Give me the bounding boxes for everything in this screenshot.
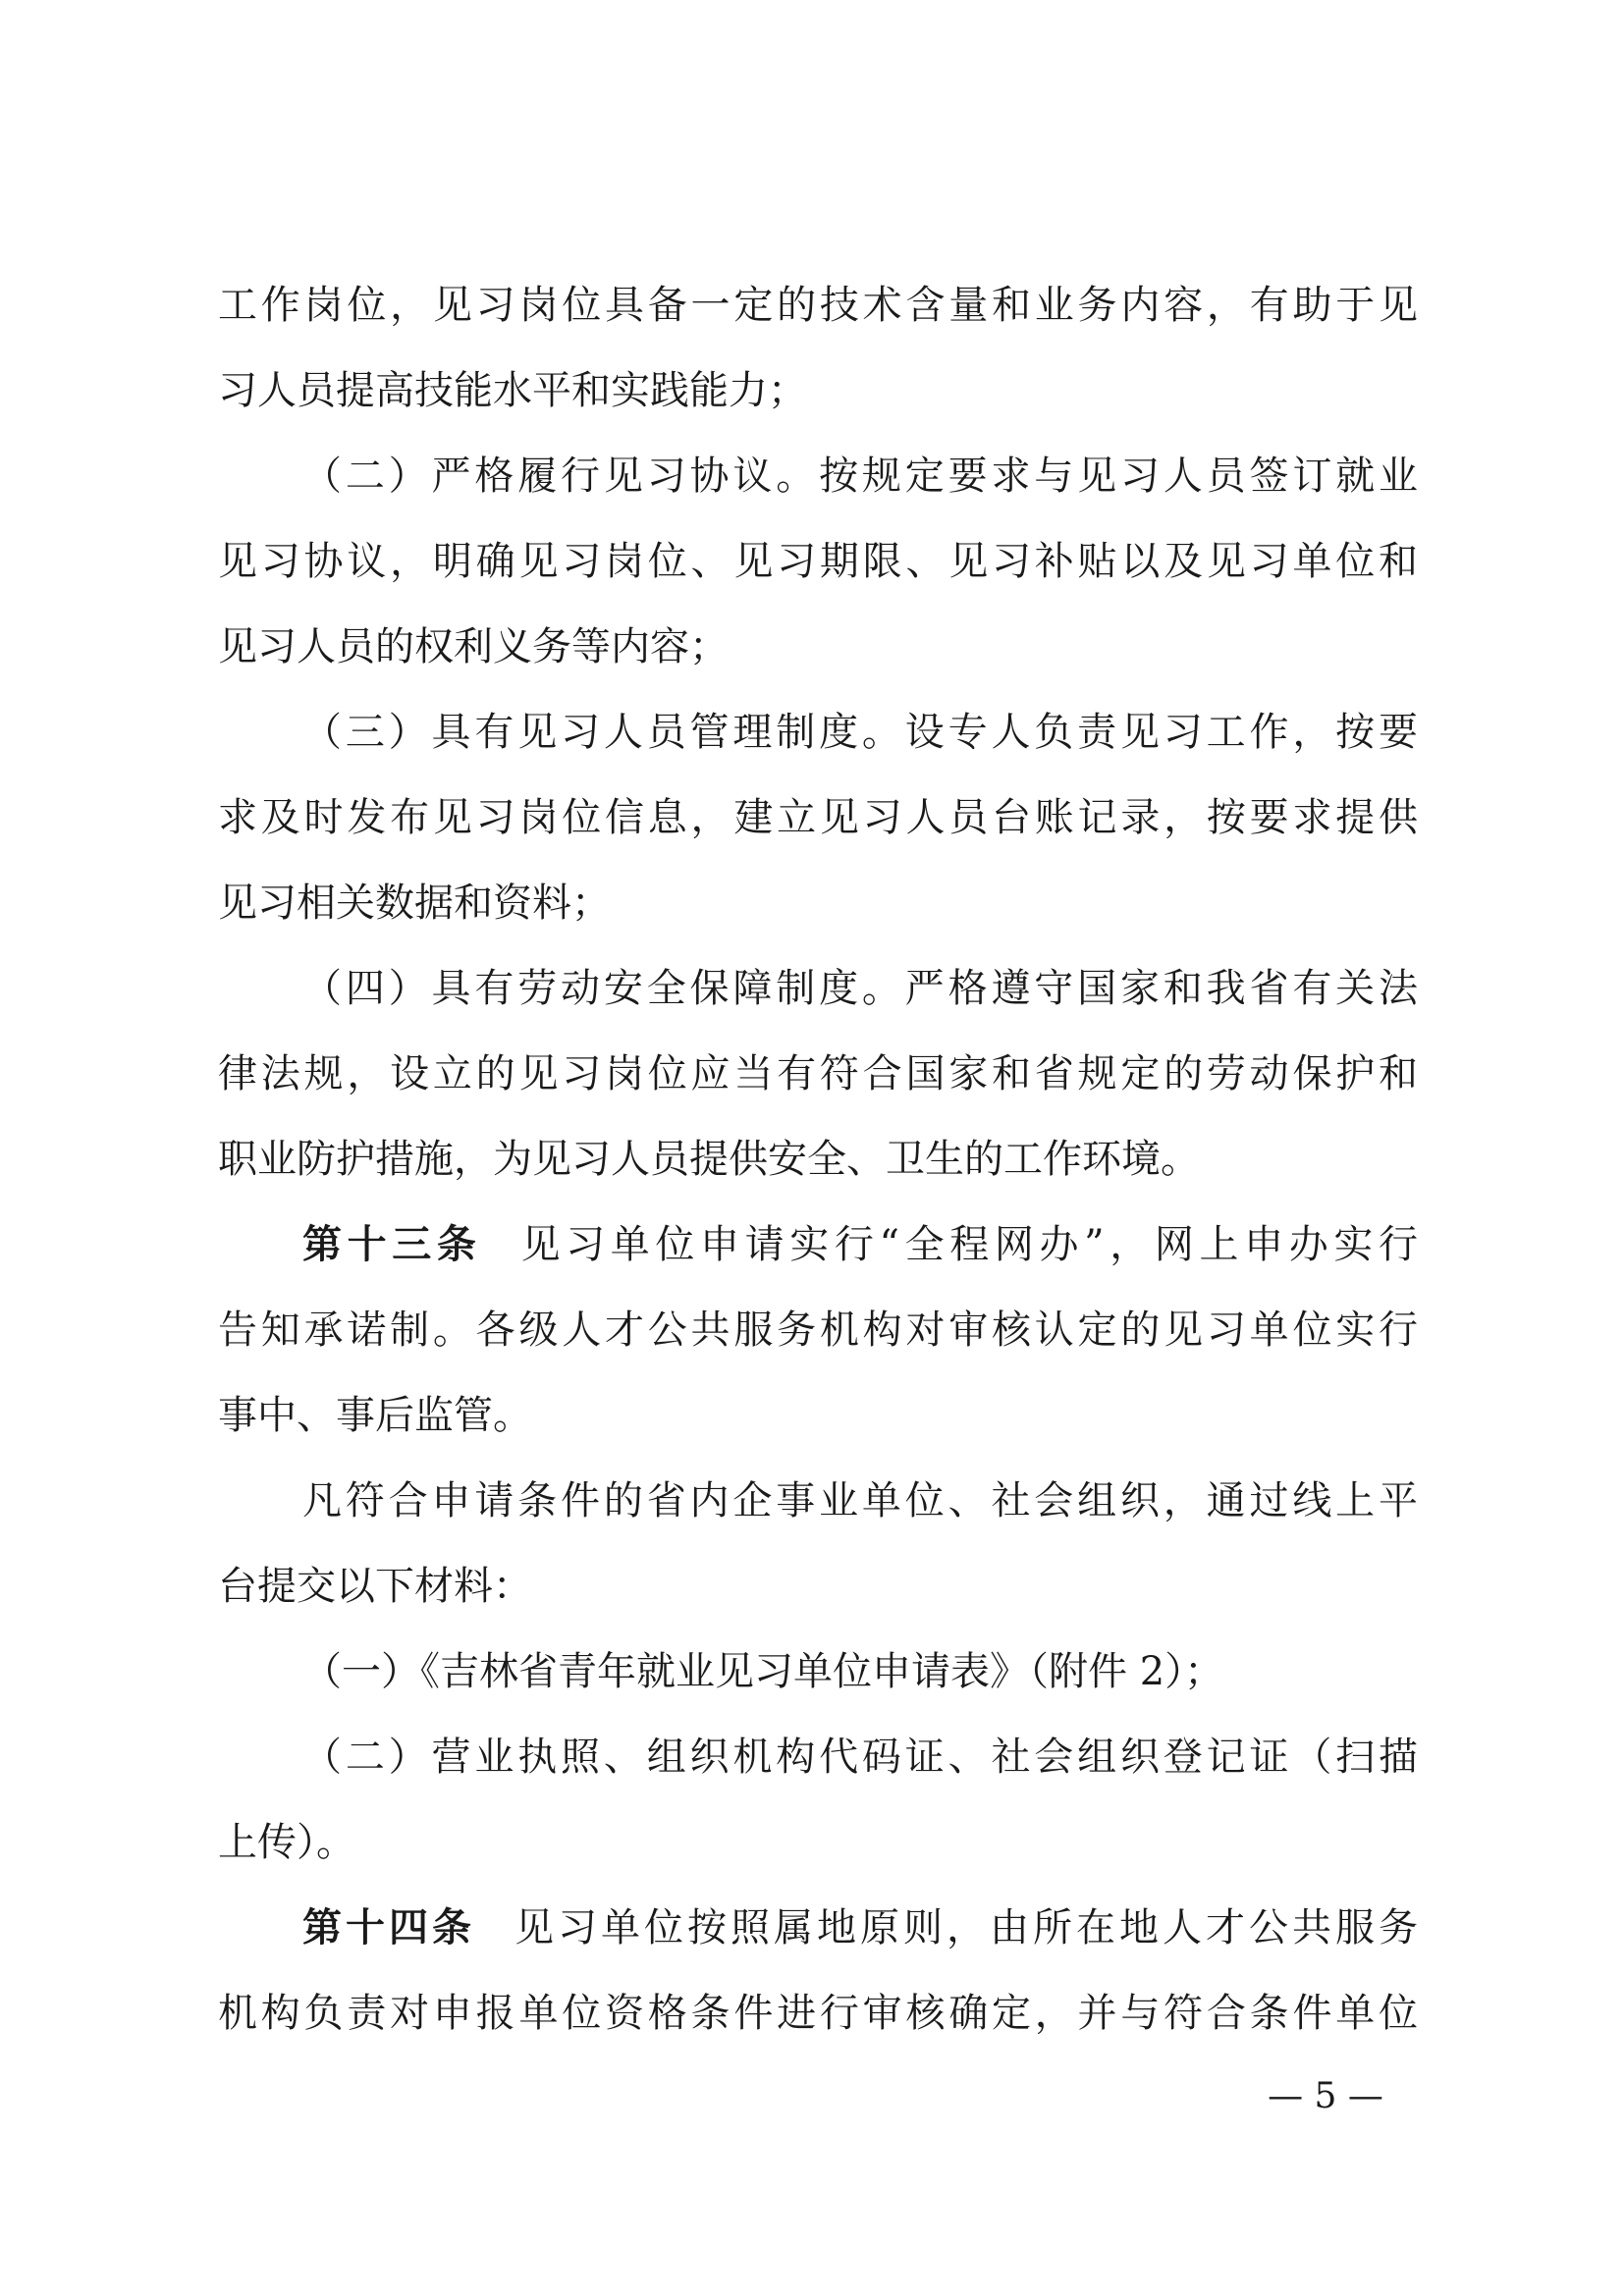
text-line: 见习协议，明确见习岗位、见习期限、见习补贴以及见习单位和 xyxy=(218,539,1418,584)
text-line: （一）《吉林省青年就业见习单位申请表》（附件 2）； xyxy=(302,1649,1224,1694)
text-line: 告知承诺制。各级人才公共服务机构对审核认定的见习单位实行 xyxy=(218,1308,1418,1353)
article-13-line xyxy=(218,1202,1418,1288)
page-number: — 5 — xyxy=(1268,2076,1383,2116)
text-line: 机构负责对申报单位资格条件进行审核确定，并与符合条件单位 xyxy=(218,1991,1418,2036)
article-14-line xyxy=(218,1886,1418,1971)
text-line: 事中、事后监管。 xyxy=(218,1393,532,1438)
text-line: （二）营业执照、组织机构代码证、社会组织登记证（扫描 xyxy=(302,1735,1418,1780)
text-line: 求及时发布见习岗位信息，建立见习人员台账记录，按要求提供 xyxy=(218,795,1418,840)
body-text xyxy=(218,263,1418,2056)
text-line: 凡符合申请条件的省内企事业单位、社会组织，通过线上平 xyxy=(302,1478,1418,1523)
text-line: 见习人员的权利义务等内容； xyxy=(218,624,729,669)
text-line: 习人员提高技能水平和实践能力； xyxy=(218,368,807,413)
text-line: 见习相关数据和资料； xyxy=(218,881,611,926)
text-line: 工作岗位，见习岗位具备一定的技术含量和业务内容，有助于见 xyxy=(218,283,1418,328)
text-line: （四）具有劳动安全保障制度。严格遵守国家和我省有关法 xyxy=(302,966,1418,1011)
article-13-text: 见习单位申请实行“全程网办”，网上申办实行 xyxy=(520,1222,1418,1267)
text-line: 律法规，设立的见习岗位应当有符合国家和省规定的劳动保护和 xyxy=(218,1051,1418,1096)
article-14-text: 见习单位按照属地原则，由所在地人才公共服务 xyxy=(514,1905,1418,1950)
text-line: 上传）。 xyxy=(218,1820,355,1865)
article-14-heading: 第十四条 xyxy=(302,1905,475,1950)
text-line: （二）严格履行见习协议。按规定要求与见习人员签订就业 xyxy=(302,454,1418,499)
text-line: 台提交以下材料： xyxy=(218,1564,532,1609)
text-line: 职业防护措施，为见习人员提供安全、卫生的工作环境。 xyxy=(218,1137,1200,1182)
text-line: （三）具有见习人员管理制度。设专人负责见习工作，按要 xyxy=(302,710,1418,755)
article-13-heading: 第十三条 xyxy=(302,1222,482,1267)
